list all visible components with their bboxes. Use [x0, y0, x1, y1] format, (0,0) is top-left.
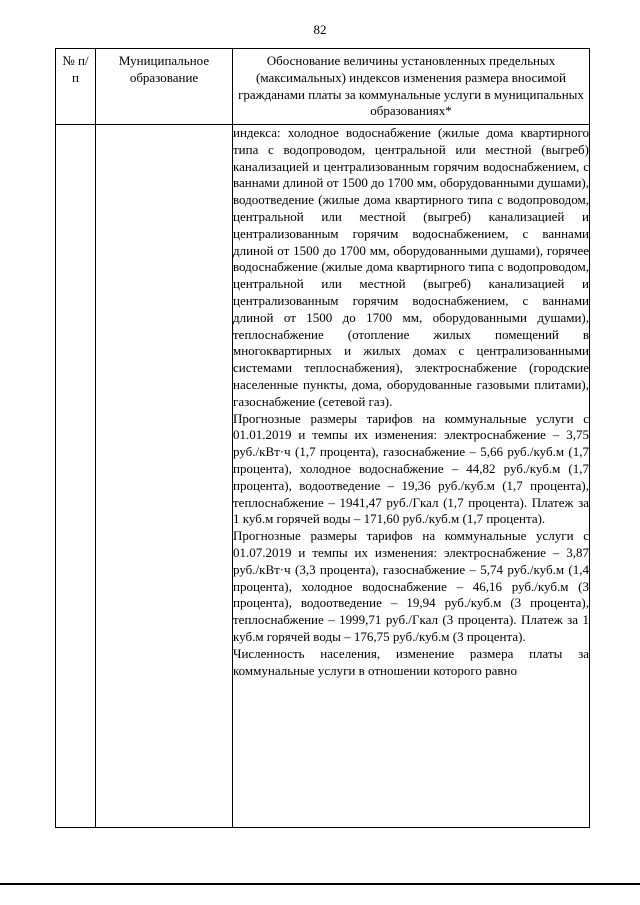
- table-row: [56, 125, 590, 828]
- document-table: [55, 48, 590, 828]
- cell-number: [56, 125, 96, 828]
- paragraph-population: Численность населения, изменение размера платы за коммунальные услуги в отношении которого равно: [233, 645, 589, 678]
- header-number: № п/п: [56, 49, 96, 125]
- cell-justification: [233, 125, 590, 828]
- paragraph-tariffs-jan-2019: Прогнозные размеры тарифов на коммунальные услуги с 01.01.2019 и темпы их изменения: электроснабжение – 3,75 руб./кВт·ч (1,7 процента), газоснабжение – 5,66 руб./куб.м (1,7 процента), холодное водоснабжение – 44,82 руб./куб.м (1,7 процента), водоотведение – 19,36 руб./куб.м (1,7 процента), теплоснабжение – 1941,47 руб./Гкал (1,7 процента). Платеж за 1 куб.м горячей воды – 171,60 руб./куб.м (1,7 процента).: [233, 410, 589, 527]
- cell-municipality: [96, 125, 233, 828]
- page-number: 82: [313, 22, 327, 37]
- table-header-row: [56, 49, 590, 125]
- paragraph-tariffs-jul-2019: Прогнозные размеры тарифов на коммунальные услуги с 01.07.2019 и темпы их изменения: электроснабжение – 3,87 руб./кВт·ч (3,3 процента), газоснабжение – 5,74 руб./куб.м (1,4 процента), холодное водоснабжение – 46,16 руб./куб.м (3 процента), водоотведение – 19,94 руб./куб.м (3 процента), теплоснабжение – 1999,71 руб./Гкал (3 процента). Платеж за 1 куб.м горячей воды – 176,75 руб./куб.м (3 процента).: [233, 528, 589, 644]
- header-municipality: Муниципальное образование: [96, 49, 233, 125]
- bottom-rule: [0, 883, 640, 885]
- header-justification: Обоснование величины установленных предельных (максимальных) индексов изменения размера вносимой гражданами платы за коммунальные услуги в муниципальных образованиях*: [233, 49, 590, 125]
- paragraph-index-services: индекса: холодное водоснабжение (жилые дома квартирного типа с водопроводом, центральной или местной (выгреб) канализацией и централизованным горячим водоснабжением, с ваннами длиной от 1500 до 1700 мм, оборудованными душами), водоотведение (жилые дома квартирного типа с водопроводом, центральной или местной (выгреб) канализацией и централизованным горячим водоснабжением, с ваннами длиной от 1500 до 1700 мм, оборудованными душами), горячее водоснабжение (жилые дома квартирного типа с водопроводом, центральной или местной (выгреб) канализацией и централизованным горячим водоснабжением, с ваннами длиной от 1500 до 1700 мм, оборудованными душами), теплоснабжение (отопление жилых помещений в многоквартирных и жилых домах с централизованными системами теплоснабжения), электроснабжение (городские населенные пункты, дома, оборудованные газовыми плитами), газоснабжение (сетевой газ).: [233, 125, 589, 409]
